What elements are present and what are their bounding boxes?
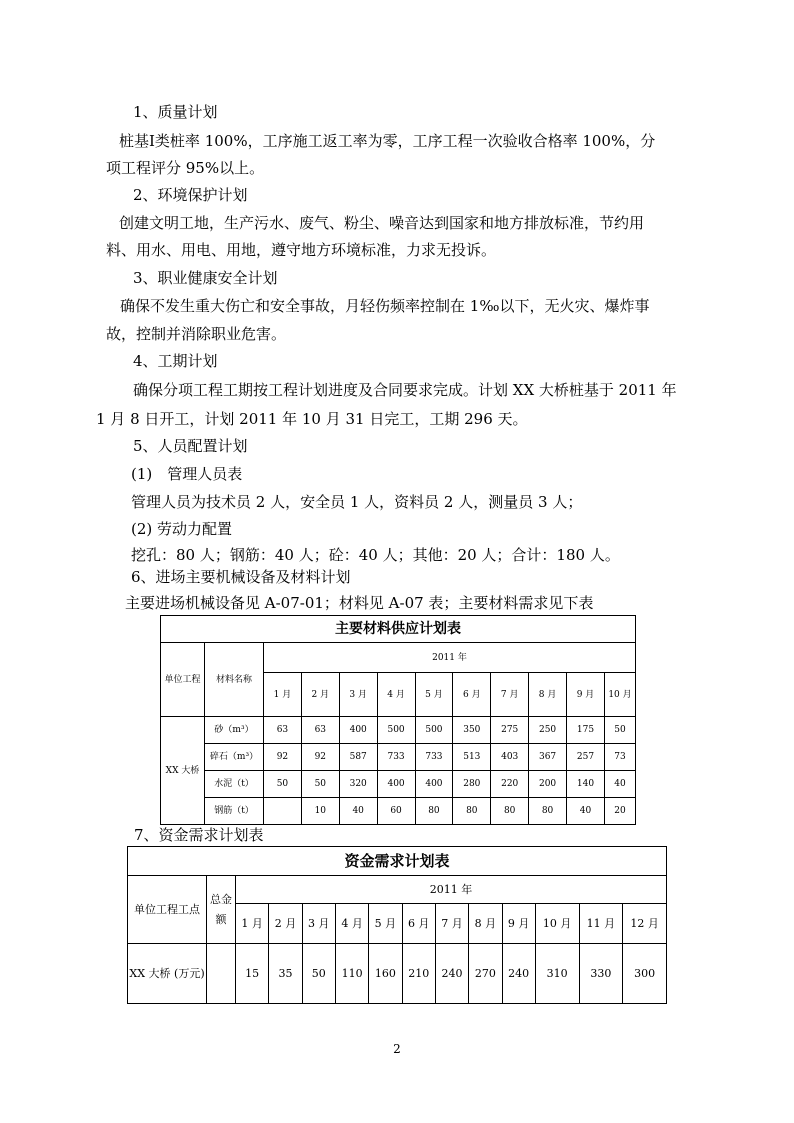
heading-environment: 2、环境保护计划: [133, 186, 248, 204]
material-row-cement: [161, 771, 636, 798]
material-cell: 92: [301, 744, 339, 771]
para-health-1: 确保不发生重大伤亡和安全事故，月轻伤频率控制在 1‰以下，无火灾、爆炸事: [120, 297, 650, 315]
material-cell: 63: [301, 717, 339, 744]
material-cell: 40: [605, 771, 636, 798]
funding-cell: 240: [502, 944, 535, 1004]
funding-cell: 330: [579, 944, 623, 1004]
material-cell: 80: [453, 798, 491, 825]
material-cell: 140: [567, 771, 605, 798]
funding-total: [207, 944, 236, 1004]
funding-month: 11 月: [579, 904, 623, 944]
material-cell: 220: [491, 771, 529, 798]
material-cell: 10: [301, 798, 339, 825]
funding-plan-table: [127, 846, 667, 1004]
material-cell: 733: [377, 744, 415, 771]
funding-month: 3 月: [302, 904, 335, 944]
para-quality-1: 桩基Ⅰ类桩率 100%，工序施工返工率为零，工序工程一次验收合格率 100%，分: [119, 132, 656, 150]
material-cell: 275: [491, 717, 529, 744]
material-month: 7 月: [491, 673, 529, 717]
material-cell: 400: [377, 771, 415, 798]
funding-col-unit: 单位工程工点: [128, 876, 207, 944]
material-cell: 50: [605, 717, 636, 744]
funding-month: 8 月: [469, 904, 502, 944]
material-table-title: 主要材料供应计划表: [161, 616, 636, 643]
material-cell: 733: [415, 744, 453, 771]
material-cell: 92: [264, 744, 302, 771]
heading-funding: 7、资金需求计划表: [134, 826, 264, 844]
material-cell: 587: [339, 744, 377, 771]
material-cell: [264, 798, 302, 825]
funding-cell: 160: [369, 944, 402, 1004]
material-cell: 280: [453, 771, 491, 798]
material-cell: 20: [605, 798, 636, 825]
material-cell: 500: [377, 717, 415, 744]
para-environment-2: 料、用水、用电、用地，遵守地方环境标准，力求无投诉。: [106, 241, 497, 259]
funding-month: 6 月: [402, 904, 435, 944]
heading-staffing: 5、人员配置计划: [133, 437, 248, 455]
material-month: 6 月: [453, 673, 491, 717]
material-cell: 320: [339, 771, 377, 798]
funding-row-bridge: [128, 944, 667, 1004]
material-cell: 40: [339, 798, 377, 825]
funding-month: 4 月: [335, 904, 368, 944]
subheading-management: (1) 管理人员表: [131, 465, 243, 483]
material-name: 钢筋（t）: [205, 798, 264, 825]
material-cell: 367: [529, 744, 567, 771]
material-cell: 250: [529, 717, 567, 744]
heading-schedule: 4、工期计划: [133, 352, 218, 370]
material-cell: 60: [377, 798, 415, 825]
funding-col-total: 总金额: [207, 876, 236, 944]
para-management: 管理人员为技术员 2 人，安全员 1 人，资料员 2 人，测量员 3 人；: [131, 493, 583, 511]
para-health-2: 故，控制并消除职业危害。: [106, 325, 287, 343]
material-month: 5 月: [415, 673, 453, 717]
material-month: 3 月: [339, 673, 377, 717]
material-month: 1 月: [264, 673, 302, 717]
para-schedule-2: 1 月 8 日开工，计划 2011 年 10 月 31 日完工，工期 296 天。: [96, 410, 528, 428]
funding-table-title: 资金需求计划表: [128, 847, 667, 876]
funding-cell: 210: [402, 944, 435, 1004]
para-quality-2: 项工程评分 95%以上。: [106, 159, 265, 177]
funding-month: 12 月: [623, 904, 667, 944]
material-cell: 513: [453, 744, 491, 771]
material-cell: 50: [264, 771, 302, 798]
material-month: 2 月: [301, 673, 339, 717]
funding-month: 1 月: [236, 904, 269, 944]
material-cell: 257: [567, 744, 605, 771]
heading-equipment: 6、进场主要机械设备及材料计划: [131, 568, 351, 586]
material-cell: 403: [491, 744, 529, 771]
para-environment-1: 创建文明工地，生产污水、废气、粉尘、噪音达到国家和地方排放标准，节约用: [119, 214, 645, 232]
heading-quality: 1、质量计划: [133, 103, 218, 121]
material-month: 10 月: [605, 673, 636, 717]
funding-cell: 240: [435, 944, 468, 1004]
heading-health-safety: 3、职业健康安全计划: [133, 269, 278, 287]
funding-cell: 310: [535, 944, 579, 1004]
material-row-sand: [161, 717, 636, 744]
material-month: 4 月: [377, 673, 415, 717]
material-month: 8 月: [529, 673, 567, 717]
page-number: 2: [393, 1042, 401, 1056]
funding-month: 10 月: [535, 904, 579, 944]
material-name: 碎石（m³）: [205, 744, 264, 771]
funding-project: XX 大桥 (万元): [128, 944, 207, 1004]
material-supply-table: [160, 615, 636, 825]
funding-month: 2 月: [269, 904, 302, 944]
material-cell: 80: [529, 798, 567, 825]
material-project: XX 大桥: [161, 717, 205, 825]
material-month: 9 月: [567, 673, 605, 717]
material-cell: 500: [415, 717, 453, 744]
subheading-labor: (2) 劳动力配置: [131, 520, 233, 538]
funding-month: 5 月: [369, 904, 402, 944]
para-schedule-1: 确保分项工程工期按工程计划进度及合同要求完成。计划 XX 大桥桩基于 2011 年: [133, 381, 677, 399]
material-cell: 40: [567, 798, 605, 825]
para-equipment: 主要进场机械设备见 A-07-01；材料见 A-07 表；主要材料需求见下表: [125, 594, 594, 612]
material-year: 2011 年: [264, 643, 636, 673]
funding-cell: 50: [302, 944, 335, 1004]
material-cell: 80: [491, 798, 529, 825]
funding-month: 9 月: [502, 904, 535, 944]
material-cell: 200: [529, 771, 567, 798]
material-cell: 80: [415, 798, 453, 825]
material-cell: 400: [339, 717, 377, 744]
para-labor: 挖孔：80 人；钢筋：40 人；砼：40 人；其他：20 人；合计：180 人。: [131, 546, 620, 564]
material-col-unit: 单位工程: [161, 643, 205, 717]
funding-cell: 35: [269, 944, 302, 1004]
material-col-name: 材料名称: [205, 643, 264, 717]
funding-month: 7 月: [435, 904, 468, 944]
funding-cell: 15: [236, 944, 269, 1004]
funding-cell: 110: [335, 944, 368, 1004]
funding-year: 2011 年: [236, 876, 667, 904]
material-cell: 175: [567, 717, 605, 744]
material-cell: 63: [264, 717, 302, 744]
material-name: 砂（m³）: [205, 717, 264, 744]
material-cell: 400: [415, 771, 453, 798]
material-row-steel: [161, 798, 636, 825]
material-row-gravel: [161, 744, 636, 771]
material-cell: 350: [453, 717, 491, 744]
material-name: 水泥（t）: [205, 771, 264, 798]
funding-cell: 270: [469, 944, 502, 1004]
funding-cell: 300: [623, 944, 667, 1004]
material-cell: 73: [605, 744, 636, 771]
material-cell: 50: [301, 771, 339, 798]
